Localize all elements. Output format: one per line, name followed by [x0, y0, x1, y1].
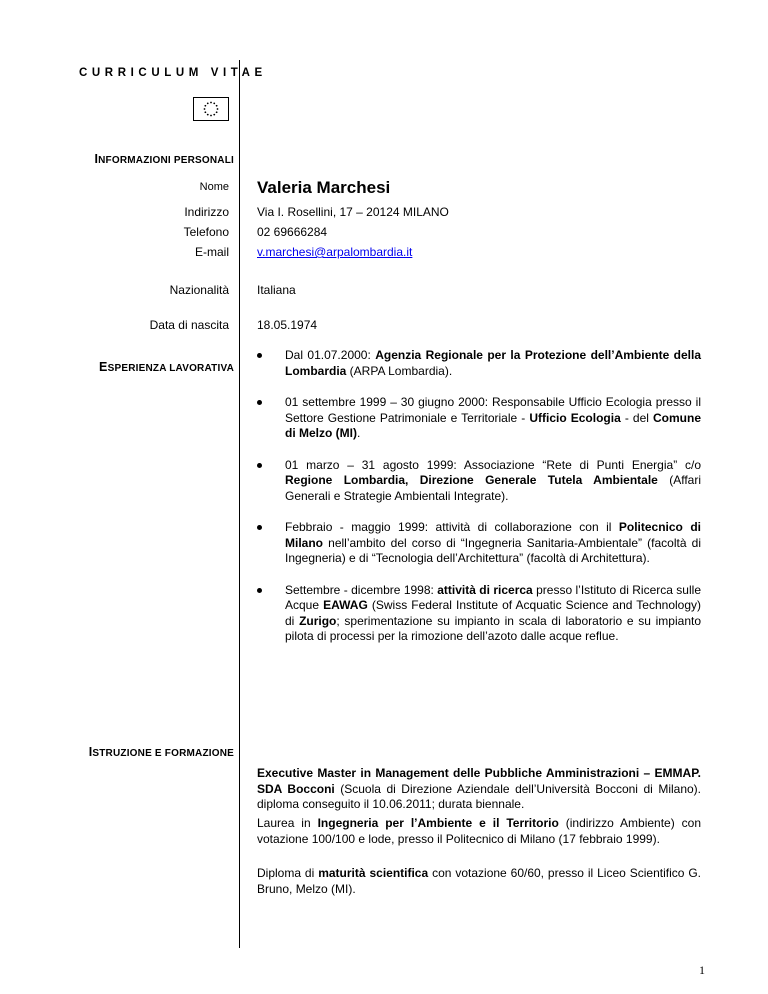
education-item	[257, 766, 701, 813]
text: 01 settembre 1999 – 30 giugno 2000: Responsabile Ufficio Ecologia presso il Settore Gestione Patrimoniale e Territoriale -	[285, 395, 701, 425]
page-number: 1	[699, 963, 705, 977]
phone-value: 02 69666284	[257, 225, 328, 239]
bold-text: Comune di Melzo (MI)	[285, 410, 701, 440]
text: (Swiss Federal Institute of Acquatic Science and Technology) di	[285, 598, 701, 628]
flag-star-icon	[216, 111, 218, 113]
bullet-icon	[257, 463, 262, 468]
bold-text: attività di ricerca	[437, 582, 533, 597]
flag-star-icon	[207, 102, 209, 104]
text: (ARPA Lombardia).	[346, 363, 453, 378]
text: nell’ambito del corso di “Ingegneria Sanitaria-Ambientale” (facoltà di Ingegneria) e di “Tecnologia dell’Architettura” (facoltà di Architettura).	[285, 535, 701, 565]
bullet-icon	[257, 353, 262, 358]
bold-text: EAWAG	[323, 598, 368, 612]
bold-text: Ingegneria per l’Ambiente e il Territorio	[317, 816, 559, 830]
flag-star-icon	[216, 105, 218, 107]
experience-item	[257, 348, 701, 379]
text: (Affari Generali e Strategie Ambientali Integrate).	[285, 473, 702, 503]
text: presso l’Istituto di Ricerca sulle Acque	[285, 582, 701, 612]
text: Diploma di	[257, 866, 319, 880]
address-label: Indirizzo	[184, 205, 229, 219]
phone-label: Telefono	[183, 225, 229, 239]
text: .	[357, 426, 361, 440]
nationality-label: Nazionalità	[169, 283, 229, 297]
column-divider	[239, 60, 240, 948]
text: con votazione 60/60, presso il Liceo Scientifico G. Bruno, Melzo (MI).	[257, 866, 702, 896]
experience-item	[257, 583, 701, 645]
cv-title: CURRICULUM VITAE	[79, 67, 267, 79]
email-link[interactable]: v.marchesi@arpalombardia.it	[257, 245, 413, 259]
experience-list	[257, 348, 701, 661]
section-education-heading: ISTRUZIONE E FORMAZIONE	[88, 745, 234, 759]
text: ; sperimentazione su impianto in scala di laboratorio e su impianto pilota di processi per la rimozione dell’azoto dalle acque reflue.	[285, 613, 701, 643]
nationality-value: Italiana	[257, 283, 296, 297]
text: Settembre - dicembre 1998:	[285, 582, 438, 597]
flag-star-icon	[210, 102, 212, 104]
address-value: Via I. Rosellini, 17 – 20124 MILANO	[257, 205, 449, 219]
bold-text: Agenzia Regionale per la Protezione dell’Ambiente della Lombardia	[285, 348, 701, 378]
bullet-icon	[257, 525, 262, 530]
text: 01 marzo – 31 agosto 1999: Associazione “Rete di Punti Energia” c/o	[285, 457, 701, 472]
name-label: Nome	[199, 181, 229, 193]
education-item	[257, 816, 701, 847]
birth-value: 18.05.1974	[257, 318, 318, 332]
flag-star-icon	[210, 115, 212, 117]
bold-text: maturità scientifica	[318, 866, 429, 880]
bold-text: Zurigo	[299, 613, 337, 628]
email-label: E-mail	[194, 245, 229, 259]
experience-item	[257, 458, 701, 505]
bullet-icon	[257, 400, 262, 405]
flag-star-icon	[204, 105, 206, 107]
flag-star-icon	[204, 111, 206, 113]
text: Febbraio - maggio 1999: attività di collaborazione con il	[285, 520, 619, 534]
text: (indirizzo Ambiente) con votazione 100/100 e lode, presso il Politecnico di Milano (17 febbraio 1999).	[257, 816, 702, 846]
bold-text: Politecnico di Milano	[285, 520, 702, 550]
flag-star-icon	[213, 114, 215, 116]
birth-label: Data di nascita	[149, 318, 229, 332]
text: Laurea in	[257, 816, 318, 830]
text: (Scuola di Direzione Aziendale dell’Università Bocconi di Milano). diploma conseguito il 10.06.2011; durata biennale.	[257, 781, 702, 811]
flag-star-icon	[213, 102, 215, 104]
section-personal-heading: INFORMAZIONI PERSONALI	[94, 152, 234, 166]
flag-star-icon	[217, 108, 219, 110]
flag-star-icon	[207, 114, 209, 116]
education-item	[257, 866, 701, 897]
section-work-heading: ESPERIENZA LAVORATIVA	[99, 360, 234, 374]
experience-item	[257, 520, 701, 567]
person-name: Valeria Marchesi	[257, 178, 391, 197]
text: - del	[620, 410, 653, 425]
flag-star-icon	[204, 108, 206, 110]
eu-flag-icon	[193, 97, 229, 121]
text: Dal 01.07.2000:	[285, 348, 376, 362]
experience-item	[257, 395, 701, 442]
bold-text: Ufficio Ecologia	[529, 410, 621, 425]
bold-text: Regione Lombardia, Direzione Generale Tutela Ambientale	[285, 473, 658, 487]
bold-text: Executive Master in Management delle Pubbliche Amministrazioni – EMMAP. SDA Bocconi	[257, 766, 701, 796]
bullet-icon	[257, 588, 262, 593]
